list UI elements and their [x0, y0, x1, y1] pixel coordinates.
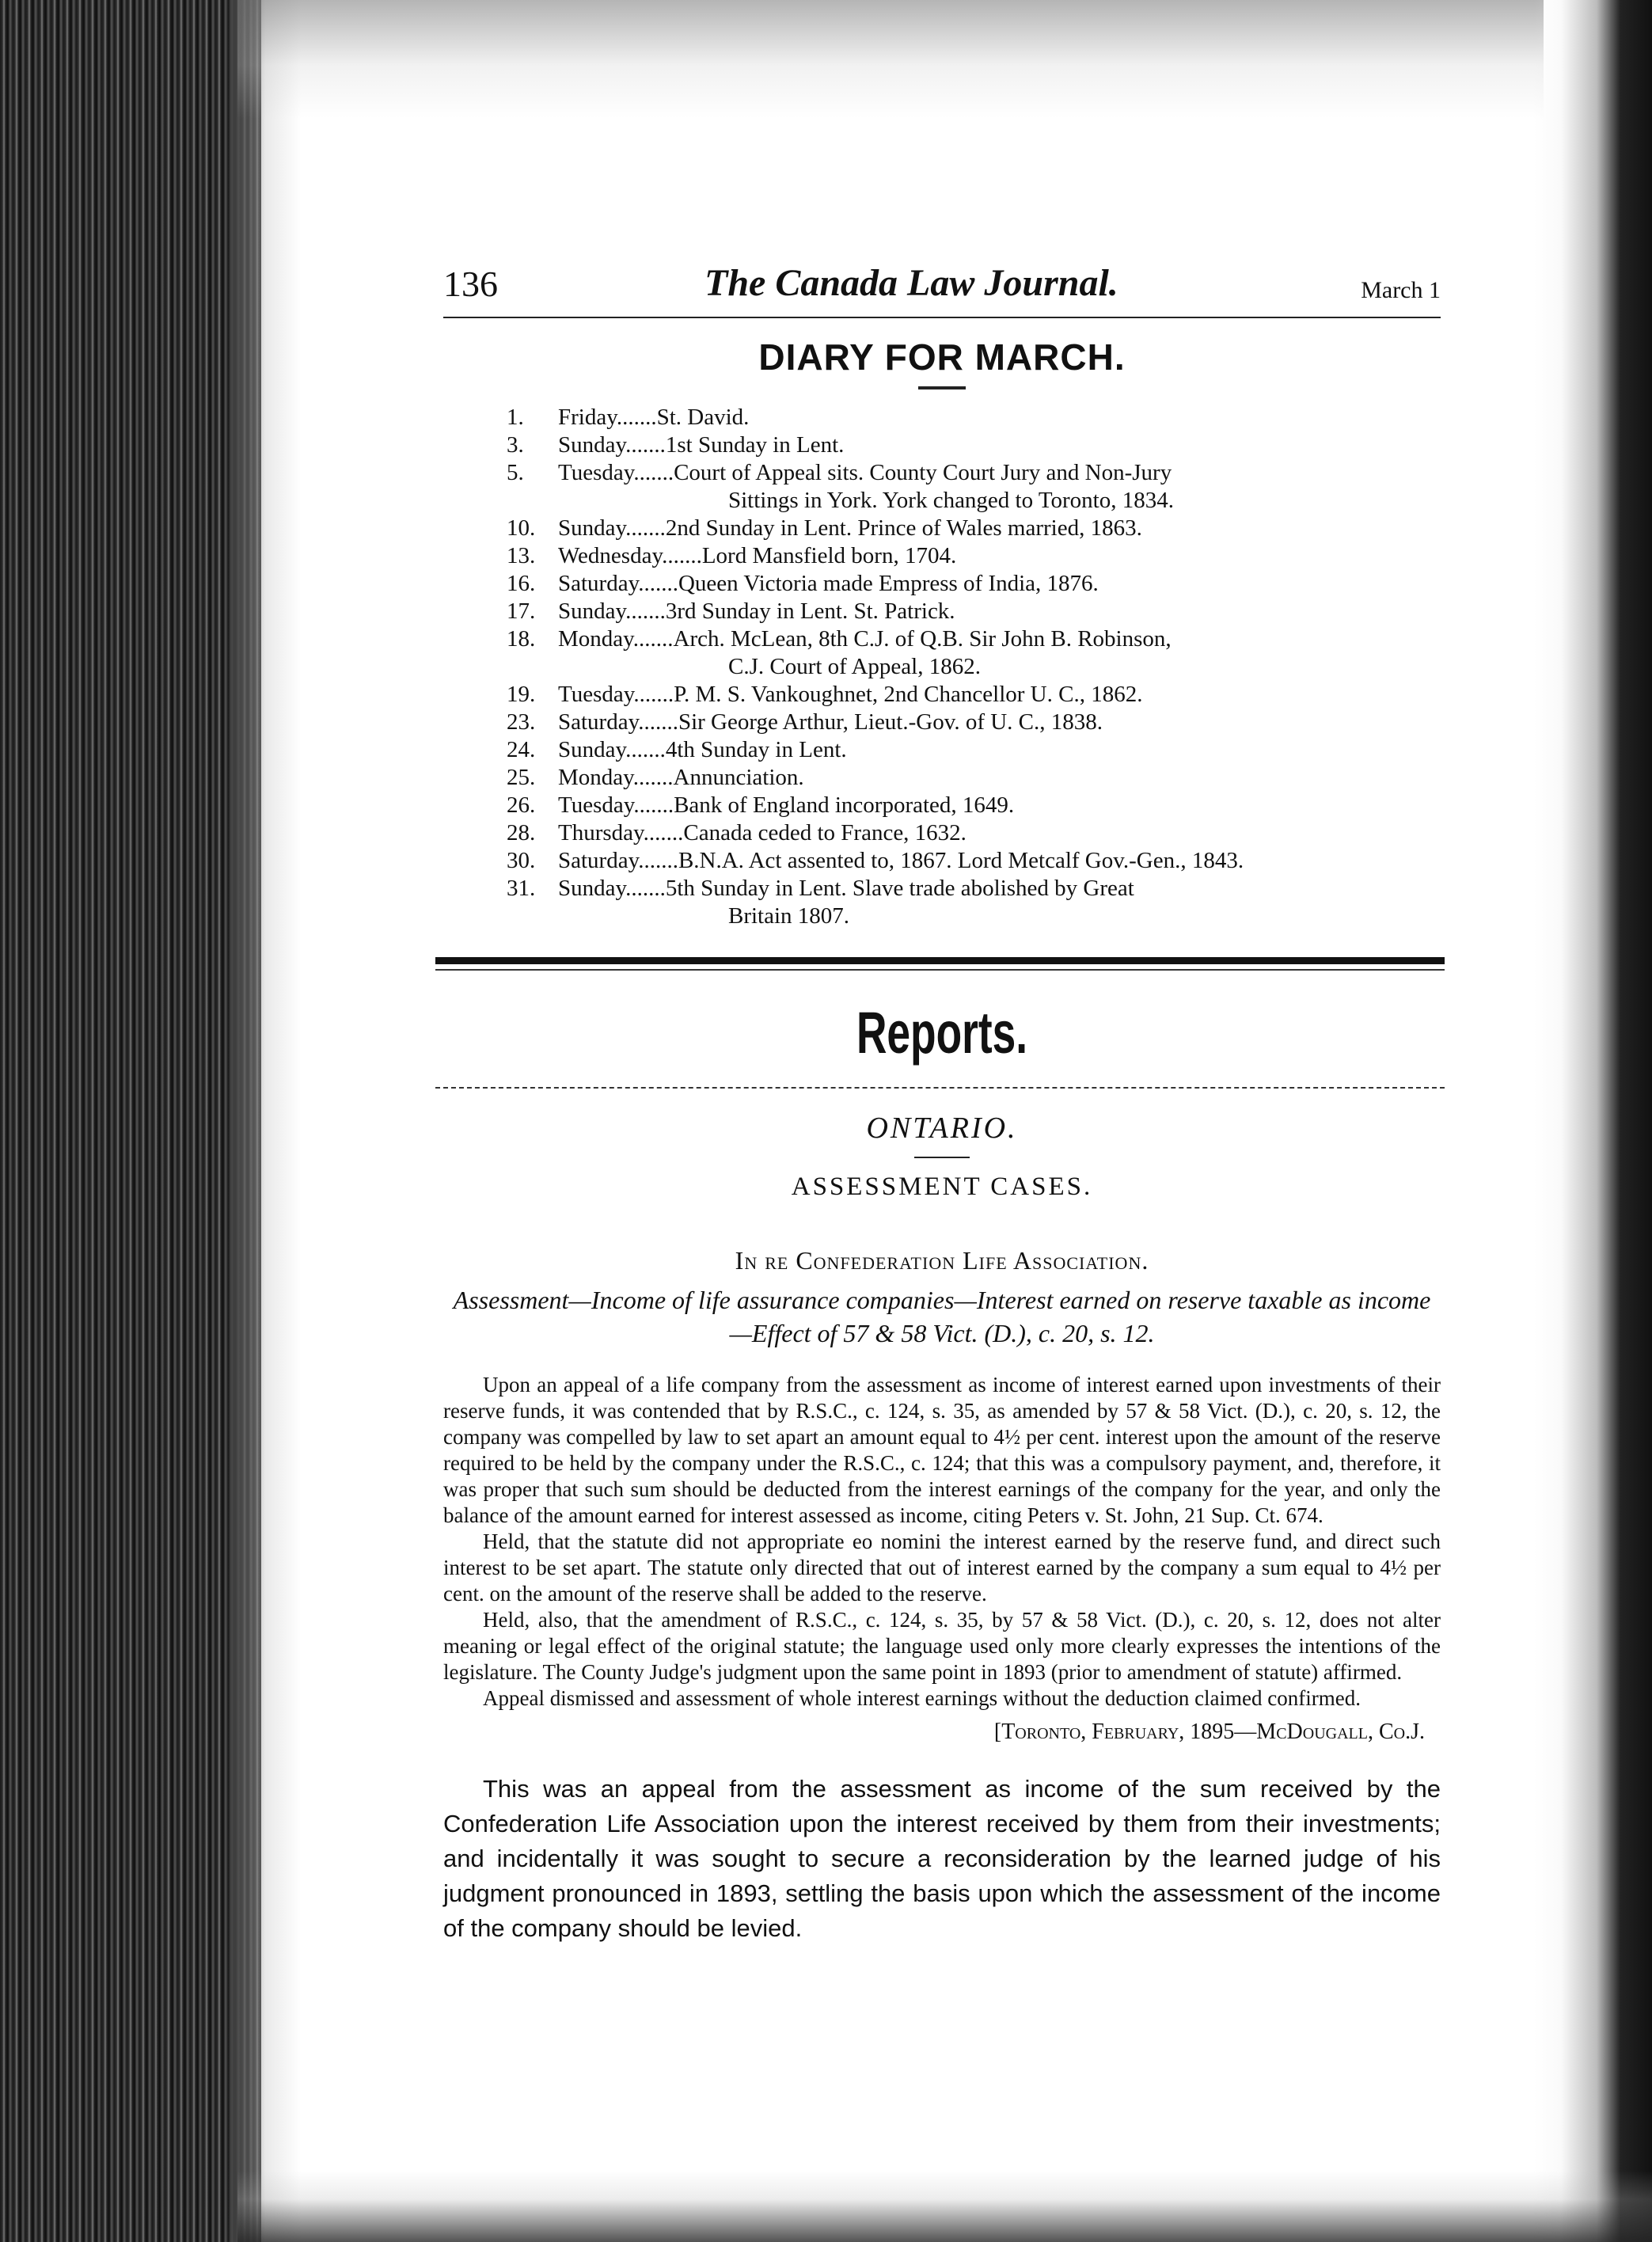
province-heading: ONTARIO.: [866, 1112, 1018, 1145]
case-title: In re Confederation Life Association.: [735, 1246, 1149, 1275]
diary-weekday: Thursday: [558, 820, 644, 846]
diary-date: 19.: [507, 682, 536, 707]
page-content: [443, 253, 1441, 1946]
diary-event: Annunciation.: [673, 765, 804, 790]
case-summary: [443, 1372, 1441, 1712]
diary-date: 31.: [507, 876, 536, 901]
leader-dots: .......: [662, 543, 702, 568]
reports-heading: Reports.: [856, 1000, 1028, 1066]
court-citation: [Toronto, February, 1895—McDougall, Co.J.: [993, 1720, 1425, 1744]
leader-dots: .......: [625, 876, 666, 901]
book-spine-shadow: [0, 0, 261, 2242]
province-rule: [914, 1157, 970, 1158]
reports-rule: [435, 1087, 1445, 1089]
leader-dots: .......: [633, 792, 674, 818]
body-paragraph: This was an appeal from the assessment as income of the sum received by the Confederation Life Association upon the interest received by them from their investments; and incidentally it was sought to secure a reconsideration by the learned judge of his judgment pronounced in 1893, settling the basis upon which the assessment of the income of the company should be levied.: [443, 1775, 1441, 1942]
section-divider-thin: [435, 969, 1445, 971]
issue-date: March 1: [1361, 277, 1441, 303]
summary-paragraph: Held, also, that the amendment of R.S.C., c. 124, s. 35, by 57 & 58 Vict. (D.), c. 20, s. 12, does not alter meaning or legal effect of the original statute; the language used only more clearly expresses the intentions of the legislature. The County Judge's judgment upon the same point in 1893 (prior to amendment of statute) affirmed.: [443, 1608, 1441, 1684]
leader-dots: .......: [633, 460, 674, 485]
diary-date: 30.: [507, 848, 536, 873]
diary-date: 23.: [507, 709, 536, 735]
diary-entry: [443, 459, 1441, 515]
diary-weekday: Tuesday: [558, 792, 634, 818]
leader-dots: .......: [632, 765, 674, 790]
diary-weekday: Monday: [558, 626, 633, 652]
diary-entry: [443, 625, 1441, 681]
leader-dots: .......: [625, 515, 666, 541]
leader-dots: .......: [625, 737, 666, 762]
diary-date: 18.: [507, 626, 536, 652]
leader-dots: .......: [633, 682, 674, 707]
diary-entry: [443, 598, 1441, 625]
diary-entry: [443, 764, 1441, 792]
diary-entry: [443, 404, 1441, 431]
diary-weekday: Sunday: [558, 598, 626, 624]
diary-date: 13.: [507, 543, 536, 568]
diary-date: 16.: [507, 571, 536, 596]
diary-event: P. M. S. Vankoughnet, 2nd Chancellor U. C., 1862.: [674, 682, 1143, 707]
diary-event: Lord Mansfield born, 1704.: [701, 543, 957, 568]
diary-date: 3.: [507, 432, 524, 458]
diary-entry: [443, 515, 1441, 542]
diary-heading: DIARY FOR MARCH.: [758, 336, 1126, 378]
leader-dots: .......: [616, 405, 657, 430]
diary-weekday: Tuesday: [558, 460, 634, 485]
section-title: ASSESSMENT CASES.: [791, 1172, 1093, 1201]
diary-weekday: Sunday: [558, 737, 626, 762]
diary-event-continued: Sittings in York. York changed to Toronto, 1834.: [728, 488, 1174, 513]
diary-weekday: Sunday: [558, 515, 626, 541]
diary-entry: [443, 709, 1441, 736]
diary-entry: [443, 847, 1441, 875]
diary-event: 5th Sunday in Lent. Slave trade abolished by Great: [665, 876, 1134, 901]
leader-dots: .......: [625, 598, 666, 624]
section-divider-thick: [435, 957, 1445, 964]
diary-weekday: Monday: [558, 765, 633, 790]
diary-entry: [443, 570, 1441, 598]
top-page-edge: [237, 0, 1544, 119]
diary-entry: [443, 819, 1441, 847]
diary-date: 28.: [507, 820, 536, 846]
summary-paragraph: Held, that the statute did not appropriate eo nomini the interest earned by the reserve fund, and direct such interest to be set apart. The statute only directed that out of interest earned by the company a sum equal to 4½ per cent. on the amount of the reserve shall be added to the reserve.: [443, 1530, 1441, 1606]
diary-entry: [443, 681, 1441, 709]
diary-weekday: Saturday: [558, 709, 639, 735]
running-head: [443, 253, 1441, 318]
diary-date: 10.: [507, 515, 536, 541]
gutter-shadow: [230, 0, 301, 2242]
diary-entry: [443, 875, 1441, 930]
page-number: 136: [443, 264, 498, 304]
diary-weekday: Sunday: [558, 876, 626, 901]
diary-entry: [443, 736, 1441, 764]
diary-event: Sir George Arthur, Lieut.-Gov. of U. C., 1838.: [678, 709, 1103, 735]
leader-dots: .......: [638, 571, 678, 596]
leader-dots: .......: [638, 709, 678, 735]
diary-event: 3rd Sunday in Lent. St. Patrick.: [665, 598, 955, 624]
leader-dots: .......: [625, 432, 666, 458]
diary-event: Arch. McLean, 8th C.J. of Q.B. Sir John B. Robinson,: [673, 626, 1172, 652]
leader-dots: .......: [632, 626, 674, 652]
summary-paragraph: Upon an appeal of a life company from the assessment as income of interest earned upon investments of their reserve funds, it was contended that by R.S.C., c. 124, s. 35, as amended by 57 & 58 Vict. (D.), c. 20, s. 12, the company was compelled by law to set apart an amount equal to 4½ per cent. interest upon the amount of the reserve required to be held by the company under the R.S.C., c. 124; that this was a compulsory payment, and, therefore, it was proper that such sum should be deducted from the interest earnings of the company for the year, and only the balance of the amount earned for interest assessed as income, citing Peters v. St. John, 21 Sup. Ct. 674.: [443, 1373, 1441, 1527]
leader-dots: .......: [638, 848, 678, 873]
diary-event: St. David.: [656, 405, 750, 430]
right-page-edge: [1533, 0, 1652, 2242]
report-body: [443, 1772, 1441, 1946]
diary-event-continued: Britain 1807.: [728, 903, 850, 929]
diary-date: 25.: [507, 765, 536, 790]
diary-event: Queen Victoria made Empress of India, 1876.: [678, 571, 1099, 596]
diary-weekday: Sunday: [558, 432, 626, 458]
diary-weekday: Saturday: [558, 571, 639, 596]
diary-event: 2nd Sunday in Lent. Prince of Wales married, 1863.: [665, 515, 1142, 541]
diary-date: 1.: [507, 405, 524, 430]
diary-entry: [443, 792, 1441, 819]
journal-title: The Canada Law Journal.: [704, 262, 1118, 304]
diary-entry: [443, 431, 1441, 459]
diary-weekday: Saturday: [558, 848, 639, 873]
diary-list: [443, 404, 1441, 930]
leader-dots: .......: [643, 820, 684, 846]
headnote: Assessment—Income of life assurance companies—Interest earned on reserve taxable as income—Effect of 57 & 58 Vict. (D.), c. 20, s. 12.: [453, 1286, 1431, 1347]
diary-weekday: Friday: [558, 405, 617, 430]
diary-weekday: Tuesday: [558, 682, 634, 707]
diary-event-continued: C.J. Court of Appeal, 1862.: [728, 654, 981, 679]
diary-date: 17.: [507, 598, 536, 624]
diary-event: 1st Sunday in Lent.: [665, 432, 845, 458]
diary-rule: [918, 386, 966, 390]
diary-event: B.N.A. Act assented to, 1867. Lord Metcalf Gov.-Gen., 1843.: [678, 848, 1244, 873]
diary-event: Bank of England incorporated, 1649.: [674, 792, 1015, 818]
diary-entry: [443, 542, 1441, 570]
diary-weekday: Wednesday: [558, 543, 663, 568]
diary-date: 24.: [507, 737, 536, 762]
summary-paragraph: Appeal dismissed and assessment of whole interest earnings without the deduction claimed confirmed.: [483, 1686, 1361, 1710]
bottom-page-edge: [237, 2171, 1652, 2242]
diary-event: 4th Sunday in Lent.: [665, 737, 847, 762]
diary-date: 5.: [507, 460, 524, 485]
diary-event: Court of Appeal sits. County Court Jury and Non-Jury: [674, 460, 1172, 485]
diary-date: 26.: [507, 792, 536, 818]
diary-event: Canada ceded to France, 1632.: [683, 820, 967, 846]
